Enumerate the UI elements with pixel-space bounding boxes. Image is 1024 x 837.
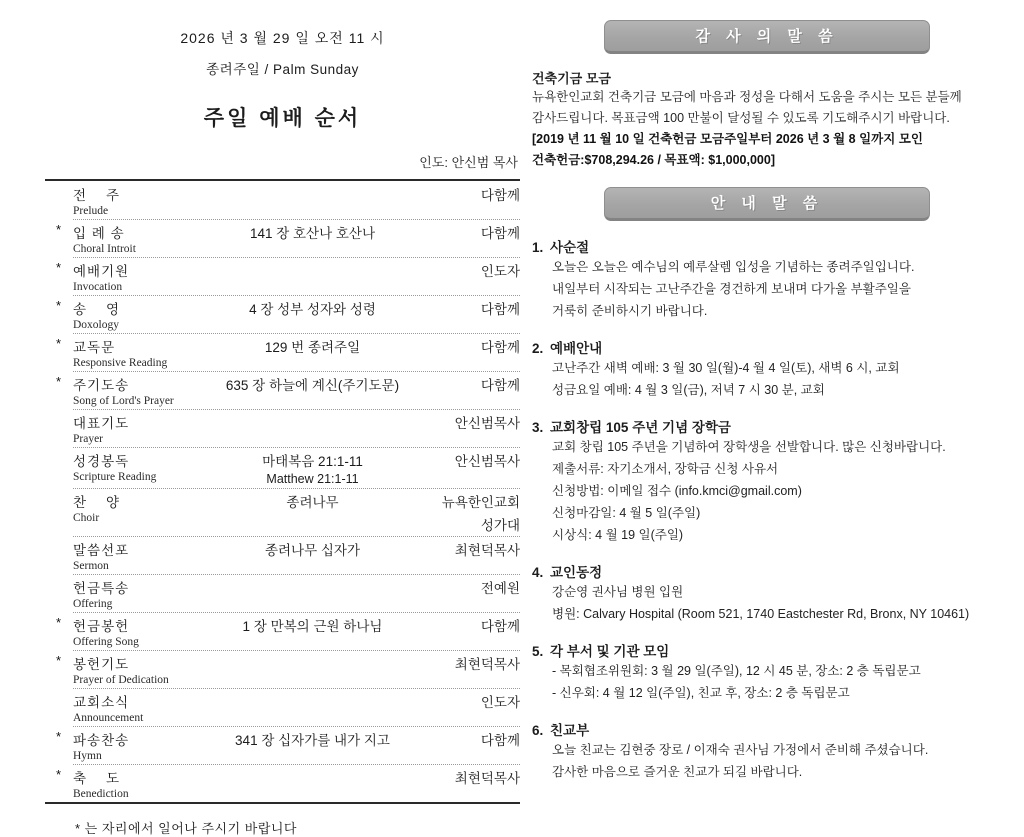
item-name-english: Offering: [73, 598, 113, 610]
notice-item-meetings: [532, 640, 1024, 704]
standing-footnote: * 는 자리에서 일어나 주시기 바랍니다: [75, 821, 297, 836]
item-detail: 1 장 만복의 근원 하나님: [242, 619, 383, 634]
item-name-english: Sermon: [73, 560, 109, 572]
worship-order-page: [45, 22, 520, 837]
item-name-english: Scripture Reading: [73, 471, 157, 483]
item-detail: 4 장 성부 성자와 성령: [249, 302, 376, 317]
stand-marker: *: [56, 615, 62, 630]
notice-line: 성금요일 예배: 4 월 3 일(금), 저녁 7 시 30 분, 교회: [552, 383, 825, 397]
notice-number: 4.: [532, 565, 544, 580]
item-name-korean: 축 도: [73, 771, 121, 786]
notice-number: 2.: [532, 341, 544, 356]
page-title: 주일 예배 순서: [203, 107, 362, 130]
item-performer: 다함께: [480, 188, 520, 203]
item-performer: 최현덕목사: [454, 543, 520, 558]
notice-title: 각 부서 및 기관 모임: [550, 644, 670, 659]
notice-number: 5.: [532, 644, 544, 659]
thanks-title: 건축기금 모금: [532, 71, 611, 86]
worship-row-sermon: [45, 536, 520, 574]
item-performer-line2: 성가대: [480, 518, 520, 533]
notice-number: 1.: [532, 240, 544, 255]
item-detail: 129 번 종려주일: [264, 340, 361, 355]
item-detail: 141 장 호산나 호산나: [249, 226, 376, 241]
item-name-english: Hymn: [73, 750, 102, 762]
stand-marker: *: [56, 222, 62, 237]
item-detail: 종려나무: [286, 495, 339, 510]
item-name-korean: 전 주: [73, 188, 121, 203]
notice-line: 오늘 친교는 김현중 장로 / 이재숙 권사님 가정에서 준비해 주셨습니다.: [552, 743, 929, 757]
thanks-body-line: 감사드립니다. 목표금액 100 만불이 달성될 수 있도록 기도해주시기 바랍니다.: [532, 111, 950, 125]
item-name-english: Invocation: [73, 281, 123, 293]
notice-line: - 목회협조위원회: 3 월 29 일(주일), 12 시 45 분, 장소: 2 층 독립문고: [552, 664, 921, 678]
thanks-body-line: 뉴욕한인교회 건축기금 모금에 마음과 정성을 다해서 도움을 주시는 모든 분들께: [532, 90, 962, 104]
item-performer: 다함께: [480, 619, 520, 634]
item-performer: 다함께: [480, 302, 520, 317]
item-name-english: Choral Introit: [73, 243, 136, 255]
notice-line: 강순영 권사님 병원 입원: [552, 585, 684, 599]
notice-item-member-news: [532, 561, 1024, 625]
item-name-english: Doxology: [73, 319, 119, 331]
item-performer: 최현덕목사: [454, 657, 520, 672]
item-performer: 뉴욕한인교회: [441, 495, 520, 510]
notices-section-header: 안 내 말 씀: [604, 187, 930, 221]
notice-item-lent: [532, 236, 1024, 322]
item-detail-line2: Matthew 21:1-11: [266, 472, 359, 486]
notice-line: 오늘은 오늘은 예수님의 예루살렘 입성을 기념하는 종려주일입니다.: [552, 260, 915, 274]
item-name-english: Prelude: [73, 205, 109, 217]
stand-marker: [45, 450, 73, 486]
notice-number: 3.: [532, 420, 544, 435]
notice-line: - 신우회: 4 월 12 일(주일), 친교 후, 장소: 2 층 독립문고: [552, 686, 850, 700]
stand-marker: [45, 412, 73, 445]
notice-line: 제출서류: 자기소개서, 장학금 신청 사유서: [552, 462, 779, 476]
notice-title: 교인동정: [550, 565, 603, 580]
sunday-name: 종려주일 / Palm Sunday: [206, 62, 359, 77]
worship-order-table: [45, 179, 520, 804]
item-name-korean: 헌금봉헌: [73, 619, 130, 634]
worship-row-dedication-prayer: [45, 650, 520, 688]
item-name-korean: 말씀선포: [73, 543, 130, 558]
item-name-korean: 송 영: [73, 302, 121, 317]
item-performer: 최현덕목사: [454, 771, 520, 786]
notice-title: 사순절: [550, 240, 590, 255]
notice-line: 고난주간 새벽 예배: 3 월 30 일(월)-4 월 4 일(토), 새벽 6 시, 교회: [552, 361, 900, 375]
fund-summary-line: [2019 년 11 월 10 일 건축헌금 모금주일부터 2026 년 3 월 8 일까지 모인: [532, 132, 923, 146]
item-performer: 다함께: [480, 733, 520, 748]
fund-summary-line: 건축헌금:$708,294.26 / 목표액: $1,000,000]: [532, 153, 775, 167]
stand-marker: [45, 691, 73, 724]
item-detail: 마태복음 21:1-11: [262, 454, 363, 469]
notice-line: 신청방법: 이메일 접수 (info.kmci@gmail.com): [552, 484, 802, 498]
stand-marker: *: [56, 260, 62, 275]
notice-line: 교회 창립 105 주년을 기념하여 장학생을 선발합니다. 많은 신청바랍니다.: [552, 440, 946, 454]
notice-line: 신청마감일: 4 월 5 일(주일): [552, 506, 701, 520]
stand-marker: [45, 539, 73, 572]
item-name-korean: 교회소식: [73, 695, 130, 710]
item-name-korean: 봉헌기도: [73, 657, 130, 672]
notice-item-fellowship: [532, 719, 1024, 783]
stand-marker: *: [56, 374, 62, 389]
item-name-english: Song of Lord's Prayer: [73, 395, 174, 407]
worship-row-invocation: [45, 257, 520, 295]
notice-title: 예배안내: [550, 341, 603, 356]
item-name-english: Responsive Reading: [73, 357, 168, 369]
item-detail: 종려나무 십자가: [264, 543, 361, 558]
item-performer: 인도자: [480, 695, 520, 710]
service-leader: 인도: 안신범 목사: [419, 155, 518, 170]
item-name-korean: 예배기원: [73, 264, 130, 279]
worship-row-lords-prayer-song: [45, 371, 520, 409]
worship-row-choral-introit: [45, 219, 520, 257]
stand-marker: [45, 184, 73, 217]
stand-marker: *: [56, 767, 62, 782]
worship-row-announcement: [45, 688, 520, 726]
notice-line: 내일부터 시작되는 고난주간을 경건하게 보내며 다가올 부활주일을: [552, 282, 911, 296]
item-performer: 다함께: [480, 378, 520, 393]
item-name-korean: 대표기도: [73, 416, 130, 431]
notice-title: 친교부: [550, 723, 590, 738]
stand-marker: [45, 491, 73, 534]
service-datetime: 2026 년 3 월 29 일 오전 11 시: [180, 30, 385, 46]
item-performer: 다함께: [480, 226, 520, 241]
item-name-korean: 주기도송: [73, 378, 130, 393]
item-name-english: Prayer: [73, 433, 104, 445]
notice-item-services: [532, 337, 1024, 401]
stand-marker: *: [56, 336, 62, 351]
item-name-korean: 입 례 송: [73, 226, 125, 241]
stand-marker: *: [56, 729, 62, 744]
notice-number: 6.: [532, 723, 544, 738]
worship-row-prayer: [45, 409, 520, 447]
item-performer: 안신범목사: [454, 454, 520, 469]
item-name-korean: 교독문: [73, 340, 116, 355]
worship-row-prelude: [45, 181, 520, 219]
stand-marker: *: [56, 298, 62, 313]
building-fund-thanks: [532, 68, 1024, 171]
worship-row-doxology: [45, 295, 520, 333]
notice-line: 거룩히 준비하시기 바랍니다.: [552, 304, 708, 318]
item-name-english: Benediction: [73, 788, 129, 800]
item-detail: 341 장 십자가를 내가 지고: [235, 733, 390, 748]
item-name-english: Choir: [73, 512, 100, 524]
item-name-english: Announcement: [73, 712, 144, 724]
item-name-korean: 헌금특송: [73, 581, 130, 596]
item-name-korean: 찬 양: [73, 495, 121, 510]
stand-marker: [45, 577, 73, 610]
item-performer: 안신범목사: [454, 416, 520, 431]
announcements-page: [532, 20, 1024, 783]
worship-row-offering-special: [45, 574, 520, 612]
worship-row-responsive-reading: [45, 333, 520, 371]
item-detail: 635 장 하늘에 계신(주기도문): [225, 378, 400, 393]
notice-title: 교회창립 105 주년 기념 장학금: [550, 420, 731, 435]
item-performer: 인도자: [480, 264, 520, 279]
worship-row-scripture-reading: [45, 447, 520, 488]
notice-line: 시상식: 4 월 19 일(주일): [552, 528, 684, 542]
item-name-korean: 성경봉독: [73, 454, 130, 469]
item-name-english: Prayer of Dedication: [73, 674, 169, 686]
stand-marker: *: [56, 653, 62, 668]
worship-row-choir: [45, 488, 520, 536]
item-name-korean: 파송찬송: [73, 733, 130, 748]
notice-line: 병원: Calvary Hospital (Room 521, 1740 Eastchester Rd, Bronx, NY 10461): [552, 607, 970, 621]
item-performer: 다함께: [480, 340, 520, 355]
worship-row-benediction: [45, 764, 520, 802]
worship-row-hymn: [45, 726, 520, 764]
item-performer: 전예원: [480, 581, 520, 596]
worship-row-offering-song: [45, 612, 520, 650]
notice-item-scholarship: [532, 416, 1024, 546]
item-name-english: Offering Song: [73, 636, 139, 648]
notice-line: 감사한 마음으로 즐거운 친교가 되길 바랍니다.: [552, 765, 803, 779]
thanks-section-header: 감 사 의 말 씀: [604, 20, 930, 54]
